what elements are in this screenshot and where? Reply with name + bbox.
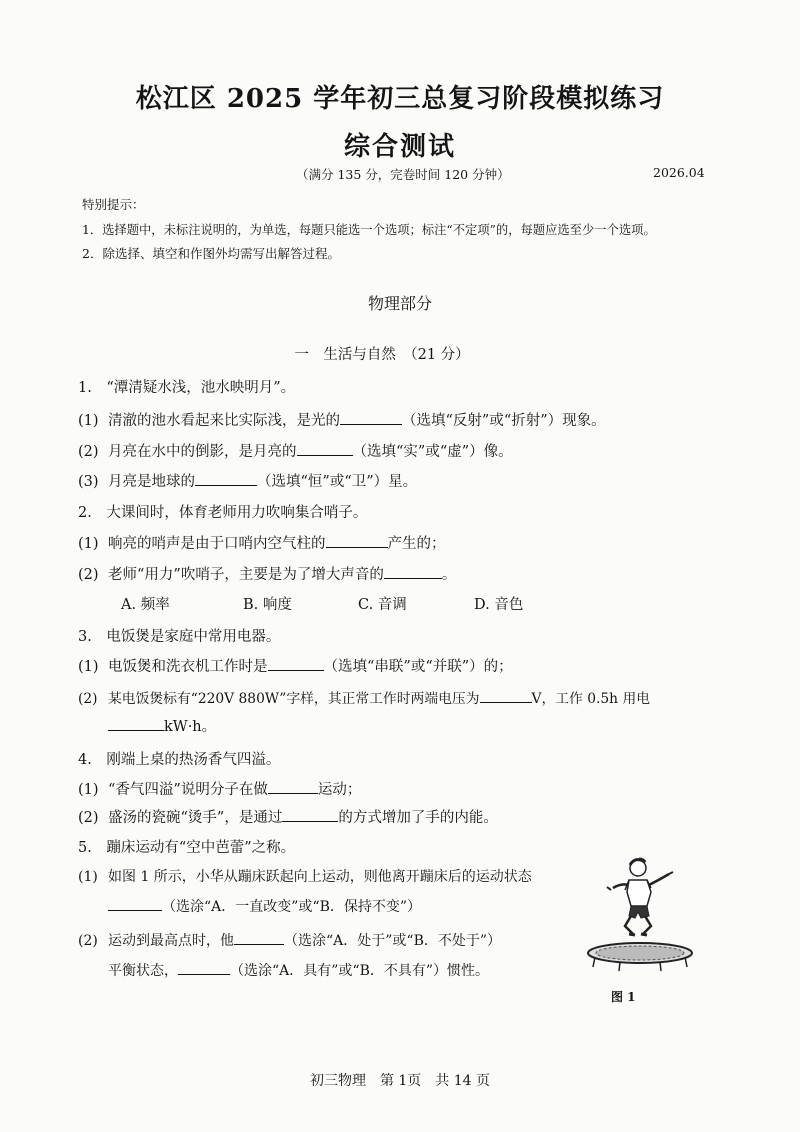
question-4-part-1: [78, 778, 361, 799]
answer-blank[interactable]: [480, 688, 532, 703]
part-number: (2): [78, 933, 98, 949]
question-2-part-2: [78, 563, 456, 584]
question-5-stem: 5. 蹦床运动有“空中芭蕾”之称。: [78, 840, 296, 856]
note-item-2: 2．除选择、填空和作图外均需写出解答过程。: [82, 246, 340, 261]
question-text: 平衡状态，: [108, 963, 178, 979]
question-4-stem: 4. 刚端上桌的热汤香气四溢。: [78, 752, 281, 768]
part-number: (2): [78, 567, 99, 583]
note-item-1: 1．选择题中，未标注说明的，为单选，每题只能选一个选项；标注“不定项”的，每题应选至少一个选项。: [82, 223, 656, 237]
part-number: (2): [78, 810, 99, 826]
exam-title: 松江区 2025 学年初三总复习阶段模拟练习: [135, 84, 665, 114]
question-3-part-2: [78, 687, 650, 707]
part-number: (1): [78, 869, 98, 885]
notes-heading: 特别提示：: [82, 197, 145, 212]
question-text: “香气四溢”说明分子在做: [108, 782, 268, 798]
question-text: 运动；: [317, 782, 362, 798]
question-text: 某电饭煲标有“220V 880W”字样，其正常工作时两端电压为: [108, 691, 480, 707]
question-3-part-1: [78, 655, 513, 676]
answer-blank[interactable]: [384, 564, 442, 579]
question-text: 盛汤的瓷碗“烫手”，是通过: [108, 810, 283, 826]
exam-info: （满分 135 分，完卷时间 120 分钟）: [296, 167, 510, 182]
question-text: （选涂“A．具有”或“B．不具有”）惯性。: [230, 963, 490, 979]
figure-caption: 图 1: [611, 990, 636, 1004]
page-footer: 初三物理 第 1页 共 14 页: [309, 1073, 491, 1089]
part-number: (2): [78, 444, 99, 460]
section-title: 物理部分: [367, 294, 432, 313]
question-text: kW·h。: [164, 719, 217, 735]
question-text: 清澈的池水看起来比实际浅，是光的: [108, 413, 340, 429]
question-3-stem: 3. 电饭煲是家庭中常用电器。: [78, 629, 281, 645]
option-b[interactable]: B. 响度: [243, 597, 292, 613]
part-number: (2): [78, 691, 98, 707]
question-text: （选涂“A．处于”或“B．不处于”）: [284, 933, 502, 949]
question-1-part-3: [78, 470, 417, 491]
question-text: 月亮在水中的倒影，是月亮的: [108, 444, 297, 460]
answer-blank[interactable]: [282, 807, 338, 822]
question-text: V，工作 0.5h 用电: [531, 691, 651, 707]
question-1-part-2: [78, 440, 513, 461]
question-text: 如图 1 所示，小华从蹦床跃起向上运动，则他离开蹦床后的运动状态: [108, 869, 532, 885]
question-5-part-2-cont: [108, 960, 489, 980]
question-1-stem: 1. “潭清疑水浅，池水映明月”。: [78, 380, 296, 396]
answer-blank[interactable]: [108, 896, 162, 911]
answer-blank[interactable]: [195, 471, 257, 486]
answer-blank[interactable]: [340, 410, 402, 425]
answer-blank[interactable]: [108, 716, 164, 731]
option-c[interactable]: C. 音调: [358, 597, 407, 613]
part-number: (3): [78, 474, 99, 490]
answer-blank[interactable]: [268, 656, 324, 671]
question-text: （选填“恒”或“卫”）星。: [257, 474, 418, 490]
question-text: （选涂“A．一直改变”或“B．保持不变”）: [162, 899, 422, 915]
question-5-part-2: [78, 930, 501, 950]
option-a[interactable]: A. 频率: [121, 597, 170, 613]
part-number: (1): [78, 782, 99, 798]
answer-blank[interactable]: [268, 779, 318, 794]
answer-blank[interactable]: [297, 441, 353, 456]
question-2-stem: 2. 大课间时，体育老师用力吹响集合哨子。: [78, 505, 368, 521]
question-text: 响亮的哨声是由于口哨内空气柱的: [108, 536, 326, 552]
question-3-part-2-cont: [108, 715, 216, 736]
exam-subtitle: 综合测试: [343, 132, 456, 162]
question-2-part-1: [78, 532, 446, 553]
part-title: 一 生活与自然 （21 分）: [294, 347, 470, 363]
question-text: （选填“反射”或“折射”）现象。: [402, 413, 606, 429]
question-text: 电饭煲和洗衣机工作时是: [108, 659, 268, 675]
part-number: (1): [78, 413, 99, 429]
question-text: 。: [441, 567, 457, 583]
part-number: (1): [78, 536, 99, 552]
answer-blank[interactable]: [178, 960, 230, 975]
question-text: （选填“串联”或“并联”）的；: [323, 659, 513, 675]
answer-blank[interactable]: [234, 930, 284, 945]
part-number: (1): [78, 659, 99, 675]
question-text: 月亮是地球的: [108, 474, 195, 490]
question-1-part-1: [78, 409, 606, 430]
question-text: 产生的；: [387, 536, 446, 552]
question-5-part-1: [78, 866, 532, 886]
question-text: （选填“实”或“虚”）像。: [352, 444, 513, 460]
exam-date: 2026.04: [653, 165, 705, 180]
question-text: 运动到最高点时，他: [108, 933, 234, 949]
question-5-part-1-cont: [108, 896, 421, 916]
question-4-part-2: [78, 806, 498, 827]
option-d[interactable]: D. 音色: [474, 597, 524, 613]
trampoline-figure: [585, 850, 695, 980]
question-text: 的方式增加了手的内能。: [338, 810, 498, 826]
answer-blank[interactable]: [326, 533, 388, 548]
question-text: 老师“用力”吹哨子，主要是为了增大声音的: [108, 567, 384, 583]
